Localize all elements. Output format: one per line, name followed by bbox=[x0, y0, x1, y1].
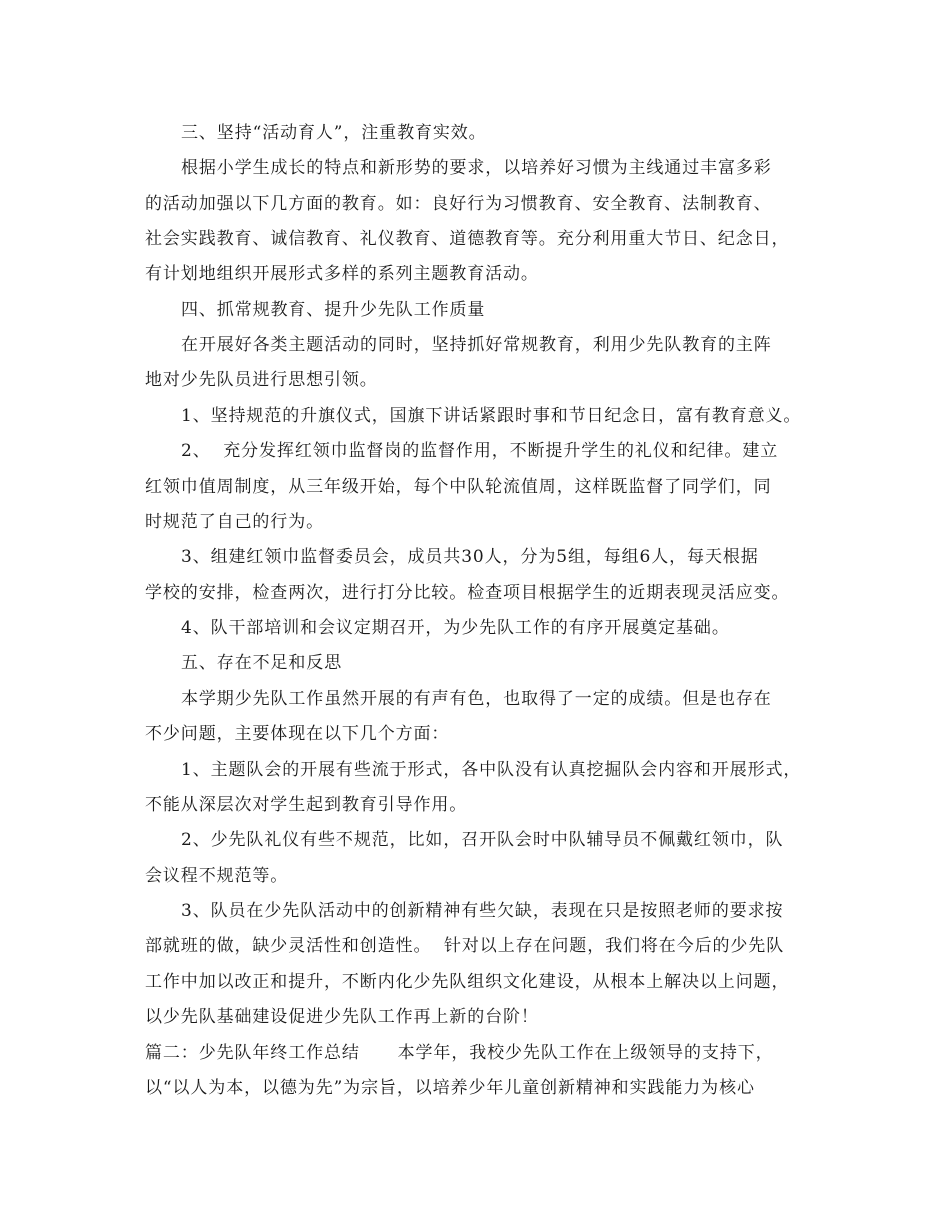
paragraph-line: 不能从深层次对学生起到教育引导作用。 bbox=[145, 795, 468, 815]
list-item-line: 2、 充分发挥红领巾监督岗的监督作用，不断提升学生的礼仪和纪律。建立 bbox=[181, 441, 779, 461]
list-item-line: 1、主题队会的开展有些流于形式，各中队没有认真挖掘队会内容和开展形式， bbox=[181, 760, 802, 780]
section-heading-4: 四、抓常规教育、提升少先队工作质量 bbox=[181, 300, 486, 320]
paragraph-line: 以“以人为本，以德为先”为宗旨，以培养少年儿童创新精神和实践能力为核心 bbox=[145, 1078, 755, 1098]
list-item-line: 1、坚持规范的升旗仪式，国旗下讲话紧跟时事和节日纪念日，富有教育意义。 bbox=[181, 406, 802, 426]
paragraph-line: 工作中加以改正和提升，不断内化少先队组织文化建设，从根本上解决以上问题， bbox=[145, 972, 790, 992]
list-item-line: 4、队干部培训和会议定期召开，为少先队工作的有序开展奠定基础。 bbox=[181, 618, 730, 638]
paragraph-line: 时规范了自己的行为。 bbox=[145, 512, 324, 532]
list-item-line: 3、队员在少先队活动中的创新精神有些欠缺，表现在只是按照老师的要求按 bbox=[181, 901, 784, 921]
paragraph-line: 的活动加强以下几方面的教育。如：良好行为习惯教育、安全教育、法制教育、 bbox=[145, 194, 772, 214]
paragraph-line: 地对少先队员进行思想引领。 bbox=[145, 370, 378, 390]
list-item-line: 2、少先队礼仪有些不规范，比如，召开队会时中队辅导员不佩戴红领巾，队 bbox=[181, 830, 784, 850]
paragraph-line: 部就班的做，缺少灵活性和创造性。 针对以上存在问题，我们将在今后的少先队 bbox=[145, 936, 785, 956]
paragraph-line: 会议程不规范等。 bbox=[145, 866, 289, 886]
section-heading-3: 三、坚持“活动育人”，注重教育实效。 bbox=[181, 123, 487, 143]
paragraph-line: 学校的安排，检查两次，进行打分比较。检查项目根据学生的近期表现灵活应变。 bbox=[145, 583, 790, 603]
paragraph-line: 根据小学生成长的特点和新形势的要求，以培养好习惯为主线通过丰富多彩 bbox=[181, 158, 772, 178]
article-heading-line: 篇二：少先队年终工作总结 本学年，我校少先队工作在上级领导的支持下， bbox=[145, 1043, 774, 1063]
section-heading-5: 五、存在不足和反思 bbox=[181, 653, 343, 673]
paragraph-line: 红领巾值周制度，从三年级开始，每个中队轮流值周，这样既监督了同学们，同 bbox=[145, 477, 772, 497]
paragraph-line: 本学期少先队工作虽然开展的有声有色，也取得了一定的成绩。但是也存在 bbox=[181, 689, 772, 709]
paragraph-line: 有计划地组织开展形式多样的系列主题教育活动。 bbox=[145, 264, 539, 284]
paragraph-line: 在开展好各类主题活动的同时，坚持抓好常规教育，利用少先队教育的主阵 bbox=[181, 335, 772, 355]
list-item-line: 3、组建红领巾监督委员会，成员共30人，分为5组，每组6人，每天根据 bbox=[181, 547, 759, 567]
paragraph-line: 不少问题，主要体现在以下几个方面： bbox=[145, 724, 450, 744]
paragraph-line: 以少先队基础建设促进少先队工作再上新的台阶！ bbox=[145, 1007, 539, 1027]
paragraph-line: 社会实践教育、诚信教育、礼仪教育、道德教育等。充分利用重大节日、纪念日， bbox=[145, 229, 790, 249]
